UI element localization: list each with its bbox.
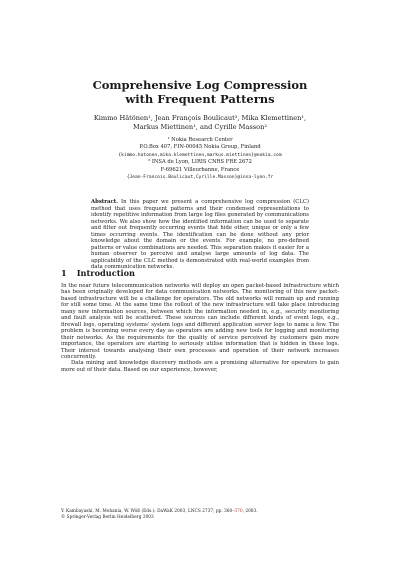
- copyright-line: © Springer-Verlag Berlin Heidelberg 2003: [61, 514, 154, 520]
- citation-text: Y. Kambayashi, M. Mohania, W. Wöß (Eds.): DaWaK 2003, LNCS 2737, pp. 360–: [61, 509, 235, 514]
- abstract-text: In this paper we present a comprehensive log compression (CLC) method that uses frequent patterns and their condensed representations to identify repetitive information from large log files generated by communications networks. We also show how the identified information can be used to separate and filter out frequently occurring events that hide other, unique or only a few times occurring events. The identification can be done without any prior knowledge about the domain or the events. For example, no pre-defined patterns or value combinations are needed. This separation makes it easier for a human observer to perceive and analyse large amounts of log data. The applicability of the CLC method is demonstrated with real-world examples from data communication networks.: [91, 199, 309, 270]
- section-number: 1: [61, 268, 67, 278]
- affiliation-email: {Jean-Francois.Boulicaut,Cyrille.Masson}@insa-lyon.fr: [126, 175, 274, 181]
- title-line-1: Comprehensive Log Compression: [92, 78, 308, 92]
- section-title: Introduction: [76, 268, 136, 278]
- affiliations: [70, 137, 330, 181]
- body-paragraph: Data mining and knowledge discovery methods are a promising alternative for operators to gain more out of their data. Based on our experience, however,: [61, 360, 339, 373]
- page-range-link[interactable]: 370: [234, 509, 243, 514]
- body-paragraph: In the near future telecommunication networks will deploy an open packet-based infrastructure which has been originally developed for data communication networks. The monitoring of this new packet-based infrastructure will be a challenge for operators. The old networks will remain up and running for still some time. At the same time the rollout of the new infrastructure will take place introducing many new information sources, between which the information needed in, e.g., security monitoring and fault analysis will be scattered. These sources can include different kinds of event logs, e.g., firewall logs, operating systems' system logs and different application server logs to name a few. The problem is becoming worse every day as operators are adding new tools for logging and monitoring their networks. As the requirements for the quality of service perceived by customers gain more importance, the operators are starting to seriously utilise information that is hidden in these logs. Their interest towards analysing their own processes and operation of their network increases concurrently.: [61, 283, 339, 360]
- affiliation-email: {kimmo.hatonen,mika.klemettinen,markus.miettinen}@nokia.com: [118, 152, 282, 158]
- authors-line-2: Markus Miettinen¹, and Cyrille Masson²: [132, 123, 267, 131]
- affiliation-line: ¹ Nokia Research Center: [167, 137, 233, 143]
- section-body: [61, 283, 339, 373]
- paper-title: [60, 78, 340, 106]
- affiliation-line: F-69621 Villeurbanne, France: [160, 166, 240, 173]
- affiliation-line: P.O.Box 407, FIN-00045 Nokia Group, Finland: [139, 144, 261, 151]
- affiliation-line: ² INSA de Lyon, LIRIS CNRS FRE 2672: [148, 159, 252, 166]
- author-list: [70, 114, 330, 132]
- authors-line-1: Kimmo Hätönen¹, Jean François Boulicaut², Mika Klemettinen¹,: [93, 114, 307, 122]
- abstract: [91, 199, 309, 271]
- citation-text-end: , 2003.: [242, 509, 258, 514]
- title-line-2: with Frequent Patterns: [125, 92, 275, 106]
- section-heading: [61, 268, 135, 278]
- citation-footer: [61, 509, 339, 521]
- abstract-label: Abstract.: [91, 199, 118, 205]
